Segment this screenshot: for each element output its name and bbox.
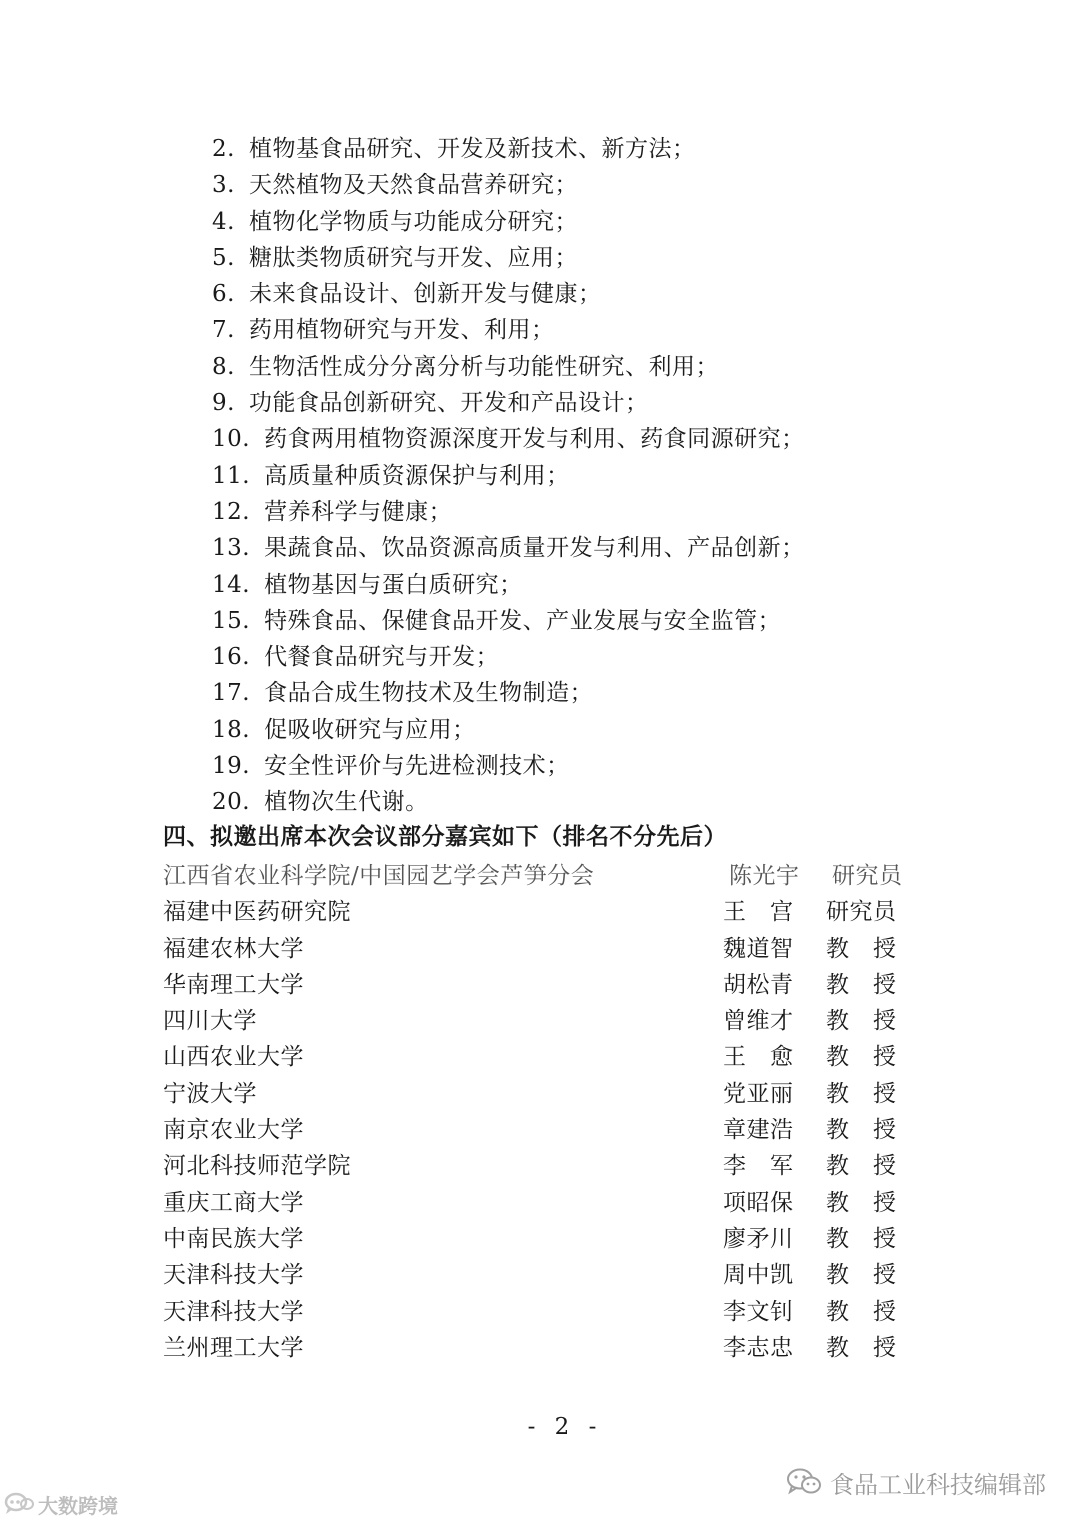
topic-number: 19. [212,753,251,780]
topic-item [212,748,972,784]
guest-title: 研究员 [832,863,903,889]
guest-institution: 南京农业大学 [163,1117,304,1144]
guest-name: 李志忠 [723,1334,794,1361]
guest-name: 周中凯 [723,1262,794,1289]
guest-institution: 河北科技师范学院 [163,1153,351,1180]
topic-number: 20. [212,789,251,816]
guest-title: 教 授 [826,1080,897,1107]
topic-text: 植物次生代谢。 [264,789,429,816]
topic-number: 16. [212,644,251,671]
topic-item [212,458,972,494]
topic-item [212,712,972,748]
source-watermark [4,1490,118,1518]
topic-text: 高质量种质资源保护与利用； [264,462,570,489]
topic-number: 10. [212,426,251,453]
topic-item [212,675,972,711]
topic-text: 代餐食品研究与开发； [264,644,500,671]
guest-title: 教 授 [826,1117,897,1144]
watermark-left-label: 大数跨境 [38,1493,118,1518]
topic-text: 药食两用植物资源深度开发与利用、药食同源研究； [264,426,805,453]
guest-institution: 江西省农业科学院/中国园艺学会芦笋分会 [163,863,595,889]
guest-list [163,858,923,1366]
section-heading: 四、拟邀出席本次会议部分嘉宾如下（排名不分先后） [163,823,727,850]
guest-name: 李 军 [723,1153,794,1180]
guest-row [163,1112,923,1148]
guest-row [163,858,923,894]
topic-item [212,312,972,348]
topic-item [212,567,972,603]
topic-text: 功能食品创新研究、开发和产品设计； [248,390,649,417]
guest-institution: 兰州理工大学 [163,1334,304,1361]
topic-number: 8. [212,353,235,380]
guest-row [163,1330,923,1366]
topic-text: 促吸收研究与应用； [264,716,476,743]
guest-name: 项昭保 [723,1189,794,1216]
guest-name: 廖矛川 [723,1225,794,1252]
guest-institution: 天津科技大学 [163,1262,304,1289]
guest-title: 教 授 [826,1008,897,1035]
topic-item [212,167,972,203]
topic-text: 果蔬食品、饮品资源高质量开发与利用、产品创新； [264,535,805,562]
guest-row [163,1039,923,1075]
guest-name: 陈光宇 [729,863,800,889]
guest-title: 教 授 [826,1298,897,1325]
guest-name: 王 宫 [723,899,794,926]
guest-institution: 重庆工商大学 [163,1189,304,1216]
guest-name: 党亚丽 [723,1080,794,1107]
guest-institution: 华南理工大学 [163,971,304,998]
guest-institution: 宁波大学 [163,1080,257,1107]
guest-name: 王 愈 [723,1044,794,1071]
topic-text: 植物基因与蛋白质研究； [264,571,523,598]
guest-title: 教 授 [826,935,897,962]
topic-text: 食品合成生物技术及生物制造； [264,680,594,707]
guest-row [163,931,923,967]
guest-name: 曾维才 [723,1008,794,1035]
topic-text: 糖肽类物质研究与开发、应用； [248,244,578,271]
topic-number: 6. [212,281,235,308]
guest-title: 教 授 [826,1262,897,1289]
topic-item [212,131,972,167]
guest-row [163,1294,923,1330]
topic-number: 15. [212,607,251,634]
guest-row [163,967,923,1003]
topic-text: 安全性评价与先进检测技术； [264,753,570,780]
topic-number: 7. [212,317,235,344]
topic-text: 营养科学与健康； [264,498,453,525]
guest-title: 教 授 [826,971,897,998]
topic-item [212,494,972,530]
topic-item [212,276,972,312]
watermark-right-label: 食品工业科技编辑部 [830,1470,1046,1499]
topic-number: 13. [212,535,251,562]
guest-row [163,894,923,930]
guest-row [163,1076,923,1112]
guest-name: 章建浩 [723,1117,794,1144]
guest-title: 教 授 [826,1189,897,1216]
guest-title: 教 授 [826,1225,897,1252]
topic-item [212,204,972,240]
topic-number: 11. [212,462,251,489]
guest-title: 教 授 [826,1334,897,1361]
guest-row [163,1185,923,1221]
guest-row [163,1257,923,1293]
topic-text: 生物活性成分分离分析与功能性研究、利用； [248,353,719,380]
topic-item [212,639,972,675]
topic-item [212,784,972,820]
topic-number: 17. [212,680,251,707]
guest-institution: 山西农业大学 [163,1044,304,1071]
guest-title: 研究员 [826,899,897,926]
topic-item [212,240,972,276]
topic-text: 植物基食品研究、开发及新技术、新方法； [248,136,696,162]
topic-text: 特殊食品、保健食品开发、产业发展与安全监管； [264,607,782,634]
guest-row [163,1003,923,1039]
wechat-icon [786,1467,822,1497]
topic-number: 9. [212,390,235,417]
topic-item [212,530,972,566]
guest-name: 李文钊 [723,1298,794,1325]
topic-number: 14. [212,571,251,598]
topic-number: 18. [212,716,251,743]
topic-number: 12. [212,498,251,525]
topic-text: 药用植物研究与开发、利用； [248,317,555,344]
chat-bubble-icon [4,1492,34,1516]
page-number: - 2 - [527,1414,603,1440]
topic-number: 5. [212,244,235,271]
topic-number: 2. [212,136,235,162]
topic-item [212,603,972,639]
topic-text: 天然植物及天然食品营养研究； [248,172,578,199]
topic-item [212,349,972,385]
research-topics-list [212,131,972,821]
topic-item [212,421,972,457]
topic-text: 未来食品设计、创新开发与健康； [248,281,602,308]
guest-institution: 天津科技大学 [163,1298,304,1325]
guest-title: 教 授 [826,1044,897,1071]
topic-number: 3. [212,172,235,199]
guest-name: 胡松青 [723,971,794,998]
topic-text: 植物化学物质与功能成分研究； [248,208,578,235]
guest-institution: 福建中医药研究院 [163,899,351,926]
guest-institution: 福建农林大学 [163,935,304,962]
guest-row [163,1221,923,1257]
guest-institution: 四川大学 [163,1008,257,1035]
guest-institution: 中南民族大学 [163,1225,304,1252]
account-watermark [786,1466,1046,1498]
guest-row [163,1148,923,1184]
guest-name: 魏道智 [723,935,794,962]
topic-item [212,385,972,421]
guest-title: 教 授 [826,1153,897,1180]
topic-number: 4. [212,208,235,235]
